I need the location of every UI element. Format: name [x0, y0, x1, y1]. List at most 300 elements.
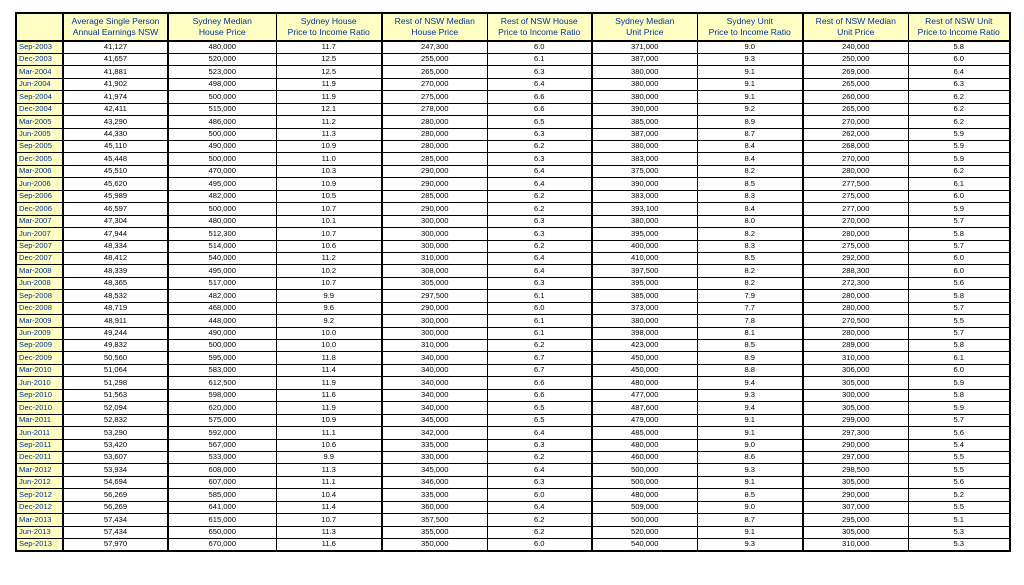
date-cell: Mar-2007	[16, 215, 63, 227]
rest-nsw-house-ratio-cell: 6.4	[487, 501, 592, 513]
rest-nsw-house-ratio-cell: 6.6	[487, 389, 592, 401]
table-row	[16, 290, 1010, 302]
rest-nsw-unit-price-cell: 280,000	[803, 327, 908, 339]
sydney-house-ratio-cell: 10.7	[276, 228, 382, 240]
sydney-unit-price-cell: 395,000	[592, 228, 697, 240]
rest-nsw-unit-price-cell: 275,000	[803, 190, 908, 202]
rest-nsw-house-ratio-cell: 6.2	[487, 190, 592, 202]
sydney-unit-ratio-cell: 8.5	[697, 178, 803, 190]
sydney-unit-ratio-cell: 8.2	[697, 277, 803, 289]
rest-nsw-unit-ratio-cell: 5.4	[908, 439, 1010, 451]
rest-nsw-house-price-cell: 330,000	[382, 451, 487, 463]
sydney-unit-ratio-cell: 9.4	[697, 402, 803, 414]
sydney-house-price-cell: 480,000	[168, 41, 276, 53]
sydney-house-price-cell: 575,000	[168, 414, 276, 426]
sydney-unit-ratio-cell: 9.1	[697, 91, 803, 103]
sydney-house-price-cell: 670,000	[168, 539, 276, 551]
sydney-unit-price-cell: 395,000	[592, 277, 697, 289]
table-row	[16, 315, 1010, 327]
date-cell: Jun-2011	[16, 427, 63, 439]
rest-nsw-house-ratio-cell: 6.1	[487, 327, 592, 339]
date-cell: Sep-2003	[16, 41, 63, 53]
rest-nsw-unit-ratio-cell: 5.7	[908, 302, 1010, 314]
date-cell: Mar-2004	[16, 66, 63, 78]
earnings-cell: 45,448	[63, 153, 168, 165]
sydney-unit-ratio-cell: 9.3	[697, 539, 803, 551]
rest-nsw-unit-price-cell: 270,000	[803, 215, 908, 227]
earnings-cell: 41,657	[63, 53, 168, 65]
date-cell: Sep-2005	[16, 141, 63, 153]
sydney-house-price-cell: 650,000	[168, 526, 276, 538]
rest-nsw-unit-ratio-cell: 6.2	[908, 165, 1010, 177]
date-cell: Mar-2010	[16, 364, 63, 376]
table-row	[16, 539, 1010, 551]
earnings-cell: 53,290	[63, 427, 168, 439]
sydney-unit-ratio-cell: 8.6	[697, 451, 803, 463]
sydney-house-price-cell: 482,000	[168, 290, 276, 302]
sydney-house-ratio-cell: 11.3	[276, 526, 382, 538]
earnings-cell: 53,607	[63, 451, 168, 463]
rest-nsw-house-ratio-cell: 6.4	[487, 165, 592, 177]
sydney-house-ratio-cell: 11.9	[276, 402, 382, 414]
date-cell: Sep-2013	[16, 539, 63, 551]
rest-nsw-unit-price-cell: 305,000	[803, 476, 908, 488]
rest-nsw-house-ratio-cell: 6.0	[487, 302, 592, 314]
rest-nsw-unit-price-cell: 305,000	[803, 402, 908, 414]
table-row	[16, 327, 1010, 339]
sydney-unit-ratio-cell: 8.8	[697, 364, 803, 376]
rest-nsw-unit-ratio-cell: 6.2	[908, 91, 1010, 103]
sydney-unit-price-cell: 500,000	[592, 464, 697, 476]
rest-nsw-house-ratio-cell: 6.5	[487, 414, 592, 426]
rest-nsw-unit-ratio-cell: 5.6	[908, 476, 1010, 488]
table-row	[16, 402, 1010, 414]
date-cell: Dec-2007	[16, 252, 63, 264]
sydney-house-ratio-cell: 10.7	[276, 203, 382, 215]
sydney-house-ratio-cell: 11.6	[276, 389, 382, 401]
rest-nsw-house-price-cell: 300,000	[382, 215, 487, 227]
rest-nsw-house-ratio-cell: 6.1	[487, 290, 592, 302]
sydney-house-price-cell: 495,000	[168, 265, 276, 277]
date-cell: Dec-2009	[16, 352, 63, 364]
sydney-unit-price-cell: 380,000	[592, 78, 697, 90]
rest-nsw-house-price-cell: 305,000	[382, 277, 487, 289]
earnings-cell: 48,911	[63, 315, 168, 327]
table-row	[16, 240, 1010, 252]
sydney-unit-ratio-cell: 9.2	[697, 103, 803, 115]
date-cell: Dec-2003	[16, 53, 63, 65]
rest-nsw-house-ratio-cell: 6.0	[487, 41, 592, 53]
rest-nsw-unit-ratio-cell: 5.3	[908, 526, 1010, 538]
table-row	[16, 514, 1010, 526]
rest-nsw-house-price-cell: 310,000	[382, 340, 487, 352]
table-row	[16, 414, 1010, 426]
rest-nsw-unit-ratio-cell: 5.5	[908, 315, 1010, 327]
table-row	[16, 265, 1010, 277]
sydney-house-ratio-cell: 12.5	[276, 53, 382, 65]
rest-nsw-unit-price-cell: 297,000	[803, 451, 908, 463]
sydney-unit-ratio-cell: 8.9	[697, 116, 803, 128]
sydney-house-ratio-cell: 10.4	[276, 489, 382, 501]
date-cell: Jun-2008	[16, 277, 63, 289]
sydney-unit-ratio-cell: 9.1	[697, 78, 803, 90]
sydney-unit-ratio-cell: 9.0	[697, 501, 803, 513]
rest-nsw-unit-price-cell: 240,000	[803, 41, 908, 53]
sydney-house-ratio-cell: 11.4	[276, 501, 382, 513]
table-row	[16, 203, 1010, 215]
earnings-cell: 48,334	[63, 240, 168, 252]
table-body	[16, 41, 1010, 551]
sydney-house-price-cell: 607,000	[168, 476, 276, 488]
date-cell: Dec-2012	[16, 501, 63, 513]
table-row	[16, 389, 1010, 401]
earnings-cell: 54,694	[63, 476, 168, 488]
rest-nsw-unit-ratio-cell: 5.5	[908, 451, 1010, 463]
sydney-unit-price-cell: 423,000	[592, 340, 697, 352]
sydney-unit-ratio-cell: 8.7	[697, 514, 803, 526]
rest-nsw-house-price-cell: 355,000	[382, 526, 487, 538]
rest-nsw-unit-price-cell: 272,300	[803, 277, 908, 289]
rest-nsw-unit-price-cell: 275,000	[803, 240, 908, 252]
sydney-unit-ratio-cell: 8.2	[697, 165, 803, 177]
table-row	[16, 165, 1010, 177]
earnings-cell: 41,881	[63, 66, 168, 78]
rest-nsw-unit-ratio-cell: 5.9	[908, 141, 1010, 153]
sydney-house-price-cell: 500,000	[168, 203, 276, 215]
earnings-cell: 57,434	[63, 514, 168, 526]
rest-nsw-house-price-cell: 247,300	[382, 41, 487, 53]
sydney-house-ratio-cell: 10.6	[276, 439, 382, 451]
sydney-unit-price-cell: 380,000	[592, 91, 697, 103]
date-cell: Sep-2008	[16, 290, 63, 302]
date-cell: Mar-2005	[16, 116, 63, 128]
rest-nsw-unit-price-cell: 265,000	[803, 103, 908, 115]
table-row	[16, 526, 1010, 538]
rest-nsw-house-ratio-cell: 6.2	[487, 340, 592, 352]
rest-nsw-unit-ratio-cell: 5.7	[908, 327, 1010, 339]
sydney-unit-price-cell: 520,000	[592, 526, 697, 538]
table-row	[16, 377, 1010, 389]
sydney-house-price-cell: 598,000	[168, 389, 276, 401]
sydney-unit-ratio-cell: 9.1	[697, 414, 803, 426]
sydney-house-price-cell: 486,000	[168, 116, 276, 128]
rest-nsw-house-price-cell: 285,000	[382, 153, 487, 165]
rest-nsw-unit-ratio-cell: 5.2	[908, 489, 1010, 501]
sydney-house-ratio-cell: 11.1	[276, 427, 382, 439]
sydney-unit-ratio-cell: 9.1	[697, 526, 803, 538]
table-row	[16, 66, 1010, 78]
earnings-cell: 57,434	[63, 526, 168, 538]
earnings-cell: 41,902	[63, 78, 168, 90]
rest-nsw-house-price-cell: 290,000	[382, 178, 487, 190]
sydney-house-ratio-cell: 10.7	[276, 514, 382, 526]
rest-nsw-house-price-cell: 357,500	[382, 514, 487, 526]
sydney-house-ratio-cell: 9.6	[276, 302, 382, 314]
sydney-unit-ratio-cell: 8.5	[697, 489, 803, 501]
sydney-unit-ratio-cell: 8.7	[697, 128, 803, 140]
rest-nsw-unit-ratio-cell: 5.8	[908, 389, 1010, 401]
rest-nsw-unit-price-cell: 268,000	[803, 141, 908, 153]
sydney-unit-ratio-cell: 8.4	[697, 153, 803, 165]
rest-nsw-house-ratio-cell: 6.4	[487, 78, 592, 90]
avg-earnings-header: Average Single Person Annual Earnings NSW	[63, 13, 168, 41]
sydney-unit-price-cell: 380,000	[592, 66, 697, 78]
table-row	[16, 489, 1010, 501]
rest-nsw-unit-ratio-cell: 5.1	[908, 514, 1010, 526]
table-row	[16, 78, 1010, 90]
rest-nsw-unit-price-cell: 277,000	[803, 203, 908, 215]
earnings-cell: 49,244	[63, 327, 168, 339]
rest-nsw-house-ratio-cell: 6.6	[487, 91, 592, 103]
rest-nsw-house-ratio-cell: 6.2	[487, 451, 592, 463]
sydney-unit-ratio-cell: 7.9	[697, 290, 803, 302]
rest-nsw-unit-ratio-cell: 5.7	[908, 240, 1010, 252]
rest-nsw-unit-ratio-cell: 5.5	[908, 464, 1010, 476]
earnings-cell: 56,269	[63, 501, 168, 513]
rest-nsw-unit-price-cell: 297,300	[803, 427, 908, 439]
rest-nsw-unit-ratio-cell: 6.2	[908, 103, 1010, 115]
sydney-house-ratio-cell: 11.2	[276, 252, 382, 264]
rest-nsw-house-ratio-cell: 6.7	[487, 352, 592, 364]
sydney-house-ratio-cell: 10.7	[276, 277, 382, 289]
sydney-house-price-cell: 448,000	[168, 315, 276, 327]
date-cell: Mar-2012	[16, 464, 63, 476]
sydney-unit-ratio-cell: 9.3	[697, 53, 803, 65]
rest-nsw-house-price-cell: 335,000	[382, 439, 487, 451]
rest-nsw-house-ratio-cell: 6.1	[487, 53, 592, 65]
rest-nsw-unit-ratio-cell: 6.3	[908, 78, 1010, 90]
rest-nsw-unit-ratio-cell: 5.9	[908, 203, 1010, 215]
rest-nsw-unit-ratio-cell: 6.2	[908, 116, 1010, 128]
rest-nsw-unit-price-cell: 269,000	[803, 66, 908, 78]
rest-nsw-unit-price-cell: 280,000	[803, 165, 908, 177]
rest-nsw-unit-ratio-cell: 5.9	[908, 377, 1010, 389]
earnings-cell: 45,110	[63, 141, 168, 153]
sydney-unit-price-cell: 380,000	[592, 215, 697, 227]
table-row	[16, 364, 1010, 376]
rest-nsw-house-ratio-cell: 6.2	[487, 203, 592, 215]
rest-nsw-unit-price-cell: 280,000	[803, 228, 908, 240]
rest-nsw-house-price-cell: 285,000	[382, 190, 487, 202]
sydney-house-price-cell: 480,000	[168, 215, 276, 227]
rest-nsw-house-price-cell: 270,000	[382, 78, 487, 90]
rest-nsw-unit-price-cell: 262,000	[803, 128, 908, 140]
sydney-unit-price-cell: 385,000	[592, 116, 697, 128]
earnings-cell: 45,510	[63, 165, 168, 177]
rest-nsw-house-ratio-cell: 6.4	[487, 464, 592, 476]
rest-nsw-house-price-cell: 290,000	[382, 165, 487, 177]
rest-nsw-house-price-cell: 300,000	[382, 240, 487, 252]
sydney-house-price-cell: 615,000	[168, 514, 276, 526]
date-cell: Mar-2011	[16, 414, 63, 426]
rest-nsw-house-ratio-cell: 6.4	[487, 252, 592, 264]
rest-nsw-unit-price-cell: 310,000	[803, 352, 908, 364]
earnings-cell: 47,304	[63, 215, 168, 227]
sydney-unit-price-cell: 477,000	[592, 389, 697, 401]
sydney-unit-price-cell: 390,000	[592, 103, 697, 115]
sydney-house-ratio-cell: 11.3	[276, 464, 382, 476]
rest-nsw-house-ratio-cell: 6.3	[487, 153, 592, 165]
sydney-unit-ratio-cell: 8.5	[697, 340, 803, 352]
sydney-house-ratio-cell: 10.9	[276, 414, 382, 426]
sydney-unit-ratio-cell: 7.8	[697, 315, 803, 327]
table-row	[16, 41, 1010, 53]
earnings-cell: 48,365	[63, 277, 168, 289]
sydney-house-ratio-cell: 12.5	[276, 66, 382, 78]
rest-nsw-house-ratio-cell: 6.3	[487, 66, 592, 78]
sydney-unit-ratio-cell: 8.9	[697, 352, 803, 364]
rest-nsw-unit-price-cell: 305,000	[803, 526, 908, 538]
sydney-unit-price-cell: 480,000	[592, 439, 697, 451]
rest-nsw-unit-ratio-cell: 6.0	[908, 252, 1010, 264]
sydney-house-price-cell: 500,000	[168, 128, 276, 140]
sydney-unit-ratio-cell: 7.7	[697, 302, 803, 314]
sydney-house-price-header: Sydney Median House Price	[168, 13, 276, 41]
sydney-house-price-cell: 567,000	[168, 439, 276, 451]
earnings-cell: 51,064	[63, 364, 168, 376]
rest-nsw-unit-price-cell: 290,000	[803, 439, 908, 451]
table-row	[16, 501, 1010, 513]
sydney-unit-price-cell: 479,000	[592, 414, 697, 426]
sydney-house-ratio-cell: 11.4	[276, 364, 382, 376]
table-row	[16, 464, 1010, 476]
table-row	[16, 439, 1010, 451]
table-row	[16, 128, 1010, 140]
rest-nsw-unit-price-cell: 305,000	[803, 377, 908, 389]
sydney-house-price-cell: 520,000	[168, 53, 276, 65]
rest-nsw-unit-price-cell: 270,000	[803, 116, 908, 128]
earnings-cell: 51,298	[63, 377, 168, 389]
rest-nsw-house-ratio-cell: 6.4	[487, 265, 592, 277]
sydney-unit-price-cell: 487,600	[592, 402, 697, 414]
earnings-cell: 41,127	[63, 41, 168, 53]
rest-nsw-house-price-cell: 308,000	[382, 265, 487, 277]
sydney-house-price-cell: 523,000	[168, 66, 276, 78]
table-row	[16, 352, 1010, 364]
rest-nsw-house-price-cell: 310,000	[382, 252, 487, 264]
earnings-cell: 53,420	[63, 439, 168, 451]
date-cell: Dec-2010	[16, 402, 63, 414]
sydney-unit-price-cell: 385,000	[592, 290, 697, 302]
sydney-unit-ratio-cell: 8.4	[697, 141, 803, 153]
earnings-cell: 44,330	[63, 128, 168, 140]
sydney-house-price-cell: 517,000	[168, 277, 276, 289]
sydney-house-ratio-cell: 11.7	[276, 41, 382, 53]
sydney-house-price-cell: 514,000	[168, 240, 276, 252]
earnings-cell: 50,560	[63, 352, 168, 364]
sydney-house-price-cell: 500,000	[168, 340, 276, 352]
date-cell: Jun-2006	[16, 178, 63, 190]
sydney-unit-ratio-cell: 8.3	[697, 190, 803, 202]
earnings-cell: 48,719	[63, 302, 168, 314]
sydney-unit-price-cell: 393,100	[592, 203, 697, 215]
sydney-house-ratio-cell: 12.1	[276, 103, 382, 115]
sydney-house-ratio-cell: 9.9	[276, 290, 382, 302]
sydney-house-ratio-cell: 9.2	[276, 315, 382, 327]
table-row	[16, 103, 1010, 115]
date-cell: Jun-2005	[16, 128, 63, 140]
rest-nsw-house-ratio-cell: 6.3	[487, 476, 592, 488]
sydney-house-price-cell: 500,000	[168, 153, 276, 165]
table-row	[16, 228, 1010, 240]
earnings-cell: 49,832	[63, 340, 168, 352]
table-row	[16, 427, 1010, 439]
date-cell: Sep-2007	[16, 240, 63, 252]
earnings-cell: 51,563	[63, 389, 168, 401]
rest-nsw-house-price-cell: 345,000	[382, 464, 487, 476]
table-row	[16, 116, 1010, 128]
earnings-cell: 52,094	[63, 402, 168, 414]
date-cell: Dec-2011	[16, 451, 63, 463]
rest-nsw-unit-ratio-cell: 5.6	[908, 277, 1010, 289]
sydney-house-ratio-cell: 11.0	[276, 153, 382, 165]
sydney-house-ratio-cell: 10.9	[276, 141, 382, 153]
rest-nsw-unit-price-cell: 306,000	[803, 364, 908, 376]
rest-nsw-house-price-header: Rest of NSW Median House Price	[382, 13, 487, 41]
rest-nsw-unit-price-cell: 298,500	[803, 464, 908, 476]
sydney-house-price-cell: 495,000	[168, 178, 276, 190]
table-row	[16, 302, 1010, 314]
rest-nsw-unit-ratio-cell: 5.8	[908, 290, 1010, 302]
rest-nsw-unit-ratio-cell: 5.8	[908, 340, 1010, 352]
rest-nsw-house-ratio-cell: 6.3	[487, 128, 592, 140]
rest-nsw-house-price-cell: 280,000	[382, 141, 487, 153]
rest-nsw-house-ratio-cell: 6.4	[487, 427, 592, 439]
rest-nsw-unit-price-cell: 290,000	[803, 489, 908, 501]
sydney-unit-price-cell: 480,000	[592, 489, 697, 501]
rest-nsw-unit-ratio-cell: 6.0	[908, 190, 1010, 202]
rest-nsw-unit-ratio-cell: 6.1	[908, 352, 1010, 364]
rest-nsw-unit-ratio-cell: 5.8	[908, 41, 1010, 53]
rest-nsw-house-ratio-cell: 6.3	[487, 277, 592, 289]
rest-nsw-house-ratio-cell: 6.5	[487, 402, 592, 414]
earnings-cell: 53,934	[63, 464, 168, 476]
sydney-unit-ratio-cell: 9.3	[697, 464, 803, 476]
rest-nsw-house-ratio-cell: 6.6	[487, 103, 592, 115]
sydney-unit-ratio-header: Sydney Unit Price to Income Ratio	[697, 13, 803, 41]
sydney-unit-ratio-cell: 8.5	[697, 252, 803, 264]
rest-nsw-house-price-cell: 340,000	[382, 402, 487, 414]
date-cell: Mar-2009	[16, 315, 63, 327]
rest-nsw-unit-ratio-cell: 5.9	[908, 128, 1010, 140]
sydney-unit-price-cell: 371,000	[592, 41, 697, 53]
sydney-house-ratio-cell: 11.9	[276, 377, 382, 389]
sydney-house-price-cell: 533,000	[168, 451, 276, 463]
sydney-house-ratio-cell: 11.9	[276, 91, 382, 103]
rest-nsw-house-ratio-cell: 6.2	[487, 141, 592, 153]
sydney-house-ratio-cell: 11.6	[276, 539, 382, 551]
rest-nsw-unit-ratio-cell: 6.0	[908, 364, 1010, 376]
table-row	[16, 91, 1010, 103]
rest-nsw-unit-ratio-header: Rest of NSW Unit Price to Income Ratio	[908, 13, 1010, 41]
sydney-house-price-cell: 592,000	[168, 427, 276, 439]
rest-nsw-unit-price-cell: 277,500	[803, 178, 908, 190]
rest-nsw-house-ratio-cell: 6.4	[487, 178, 592, 190]
rest-nsw-unit-price-cell: 295,000	[803, 514, 908, 526]
rest-nsw-house-ratio-cell: 6.3	[487, 439, 592, 451]
rest-nsw-house-price-cell: 290,000	[382, 203, 487, 215]
rest-nsw-unit-ratio-cell: 5.6	[908, 427, 1010, 439]
table-row	[16, 190, 1010, 202]
date-cell: Sep-2011	[16, 439, 63, 451]
date-cell: Sep-2006	[16, 190, 63, 202]
sydney-house-ratio-cell: 9.9	[276, 451, 382, 463]
rest-nsw-house-ratio-cell: 6.5	[487, 116, 592, 128]
date-cell: Jun-2009	[16, 327, 63, 339]
rest-nsw-house-price-cell: 335,000	[382, 489, 487, 501]
date-cell: Jun-2007	[16, 228, 63, 240]
earnings-cell: 48,339	[63, 265, 168, 277]
